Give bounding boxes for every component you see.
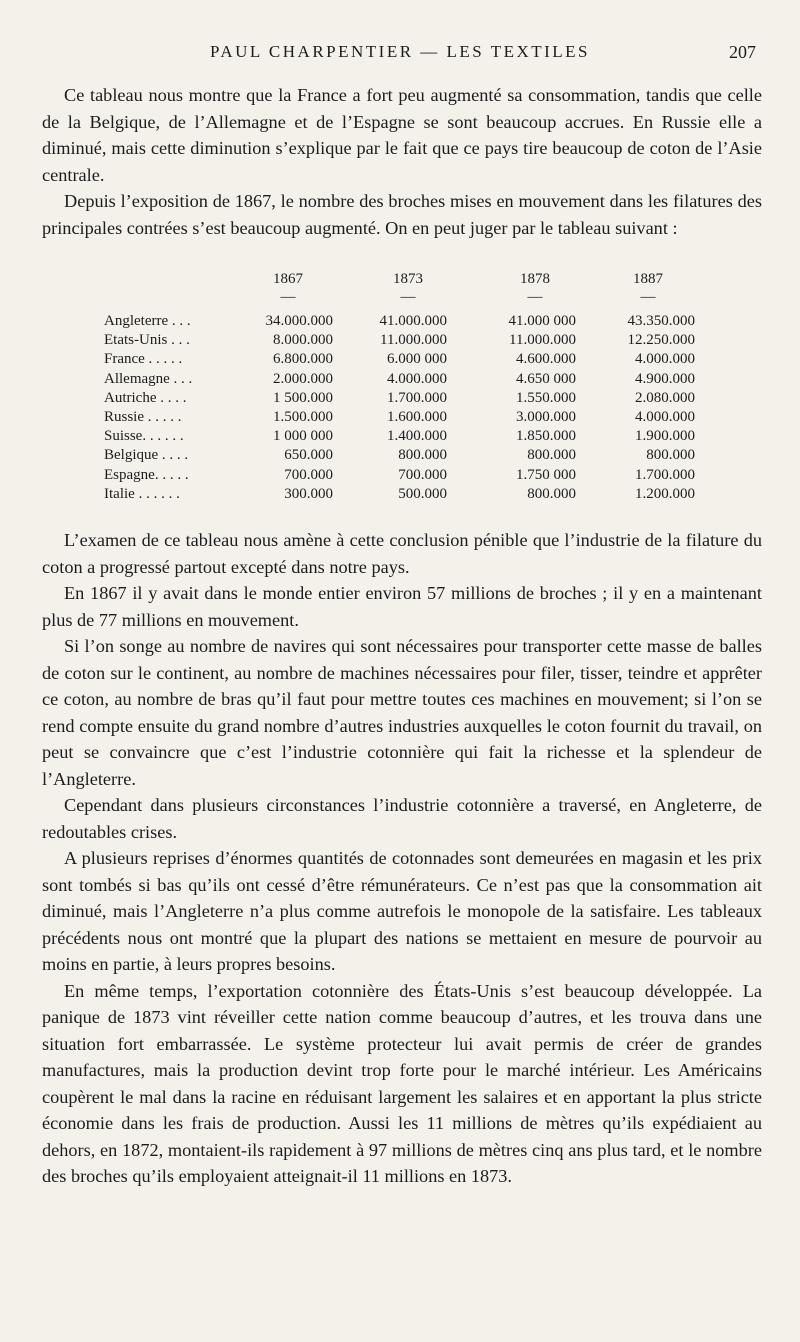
value-cell: 700.000 <box>284 466 333 483</box>
value-cell: 2.080.000 <box>635 389 695 406</box>
table-row <box>100 332 720 351</box>
running-head: PAUL CHARPENTIER — LES TEXTILES <box>209 42 591 61</box>
value-cell: 4.600.000 <box>516 351 576 368</box>
value-cell: 34.000.000 <box>265 313 333 329</box>
table-row <box>100 409 720 428</box>
spindles-table <box>100 271 720 505</box>
paragraph: Ce tableau nous montre que la France a fort peu augmenté sa consommation, tandis que celle de la Belgique, de l’Allemagne et de l’Espagne se sont beaucoup accrues. En Russie elle a diminué, mais cette diminution s’explique par le fait que ce pays tire beaucoup de coton de l’Asie centrale. <box>42 85 762 185</box>
value-cell: 4.900.000 <box>635 370 695 387</box>
table-row <box>100 351 720 370</box>
value-cell: 1.700.000 <box>635 466 695 483</box>
country-cell: Russie . . . . . <box>104 408 182 425</box>
value-cell: 1.600.000 <box>387 408 447 425</box>
value-cell: 1.400.000 <box>387 428 447 445</box>
value-cell: 4.650 000 <box>516 370 576 387</box>
paragraph: Cependant dans plusieurs circonstances l’industrie cotonnière a traversé, en Angleterre, de redoutables crises. <box>42 795 762 842</box>
value-cell: 4.000.000 <box>387 370 447 387</box>
value-cell: 800.000 <box>646 447 695 464</box>
value-cell: 1 500.000 <box>273 389 333 406</box>
year-header: 1873 <box>393 271 423 287</box>
table-row <box>100 428 720 447</box>
country-cell: Espagne. . . . . <box>104 466 189 483</box>
header-dash: — <box>400 289 416 305</box>
value-cell: 6.000 000 <box>387 351 447 368</box>
body-text <box>42 527 762 1190</box>
year-header: 1867 <box>273 271 303 287</box>
year-header: 1878 <box>520 271 550 287</box>
paragraph: En même temps, l’exportation cotonnière des États-Unis s’est beaucoup développée. La panique de 1873 vint réveiller cette nation comme beaucoup d’autres, et les trouva dans une situation fort embarrassée. Le système protecteur lui avait permis de créer de grandes manufactures, mais la production devint trop forte pour le marché intérieur. Les Américains coupèrent le mal dans la racine en réduisant largement les salaires et en apportant la plus stricte économie dans les frais de production. Aussi les 11 millions de mètres qu’ils expédiaient au dehors, en 1872, montaient-ils rapidement à 97 millions de mètres cinq ans plus tard, et le nombre des broches qu’ils employaient atteignait-il 11 millions en 1873. <box>42 980 762 1186</box>
intro-text <box>42 82 762 241</box>
value-cell: 650.000 <box>284 447 333 464</box>
value-cell: 8.000.000 <box>273 332 333 349</box>
header-dash: — <box>640 289 656 305</box>
value-cell: 11.000.000 <box>380 332 447 349</box>
value-cell: 1.750 000 <box>516 466 576 483</box>
paragraph: En 1867 il y avait dans le monde entier environ 57 millions de broches ; il y en a maintenant plus de 77 millions en mouvement. <box>42 583 762 630</box>
value-cell: 11.000.000 <box>509 332 576 349</box>
page-header <box>0 38 800 68</box>
value-cell: 800.000 <box>527 485 576 502</box>
value-cell: 41.000.000 <box>379 313 447 329</box>
value-cell: 1.900.000 <box>635 428 695 445</box>
table-row <box>100 486 720 505</box>
value-cell: 12.250.000 <box>627 332 695 349</box>
table-row <box>100 371 720 390</box>
country-cell: Italie . . . . . . <box>104 485 180 502</box>
value-cell: 6.800.000 <box>273 351 333 368</box>
value-cell: 3.000.000 <box>516 408 576 425</box>
value-cell: 4.000.000 <box>635 351 695 368</box>
table-header <box>100 271 720 313</box>
paragraph: Depuis l’exposition de 1867, le nombre des broches mises en mouvement dans les filatures des principales contrées s’est beaucoup augmenté. On en peut juger par le tableau suivant : <box>42 191 762 238</box>
value-cell: 1.200.000 <box>635 485 695 502</box>
value-cell: 700.000 <box>398 466 447 483</box>
value-cell: 1 000 000 <box>273 428 333 445</box>
value-cell: 1.550.000 <box>516 389 576 406</box>
country-cell: Belgique . . . . <box>104 447 189 464</box>
country-cell: Autriche . . . . <box>104 389 187 406</box>
paragraph: A plusieurs reprises d’énormes quantités de cotonnades sont demeurées en magasin et les prix sont tombés si bas qu’ils ont cessé d’être rémunérateurs. Ce n’est pas que la consommation ait diminué, mais l’Angleterre n’a plus comme autrefois le monopole de la satisfaire. Les tableaux précédents nous ont montré que la plupart des nations se mettaient en mesure de pourvoir au moins en partie, à leurs propres besoins. <box>42 848 762 974</box>
value-cell: 43.350.000 <box>627 313 695 329</box>
country-cell: Suisse. . . . . . <box>104 428 184 445</box>
value-cell: 800.000 <box>527 447 576 464</box>
value-cell: 500.000 <box>398 485 447 502</box>
value-cell: 1.700.000 <box>387 389 447 406</box>
page-number: 207 <box>729 42 756 62</box>
value-cell: 4.000.000 <box>635 408 695 425</box>
country-cell: France . . . . . <box>104 351 183 368</box>
paragraph: L’examen de ce tableau nous amène à cette conclusion pénible que l’industrie de la filature du coton a progressé partout excepté dans notre pays. <box>42 530 762 577</box>
value-cell: 300.000 <box>284 485 333 502</box>
table-row <box>100 447 720 466</box>
value-cell: 1.850.000 <box>516 428 576 445</box>
value-cell: 1.500.000 <box>273 408 333 425</box>
table-row <box>100 390 720 409</box>
value-cell: 41.000 000 <box>508 313 576 329</box>
country-cell: Allemagne . . . <box>104 370 193 387</box>
country-cell: Angleterre . . . <box>104 313 191 329</box>
value-cell: 800.000 <box>398 447 447 464</box>
table-body <box>100 313 720 505</box>
table-row <box>100 467 720 486</box>
value-cell: 2.000.000 <box>273 370 333 387</box>
table-row <box>100 313 720 332</box>
country-cell: Etats-Unis . . . <box>104 332 190 349</box>
header-dash: — <box>527 289 543 305</box>
year-header: 1887 <box>633 271 663 287</box>
paragraph: Si l’on songe au nombre de navires qui sont nécessaires pour transporter cette masse de balles de coton sur le continent, au nombre de machines nécessaires pour filer, tisser, teindre et apprêter ce coton, au nombre de bras qu’il faut pour mettre toutes ces machines en mouvement; si l’on se rend compte ensuite du grand nombre d’autres industries auxquelles le coton fournit du travail, on peut se convaincre que c’est l’industrie cotonnière qui fait la richesse et la splendeur de l’Angleterre. <box>42 636 762 789</box>
header-dash: — <box>280 289 296 305</box>
